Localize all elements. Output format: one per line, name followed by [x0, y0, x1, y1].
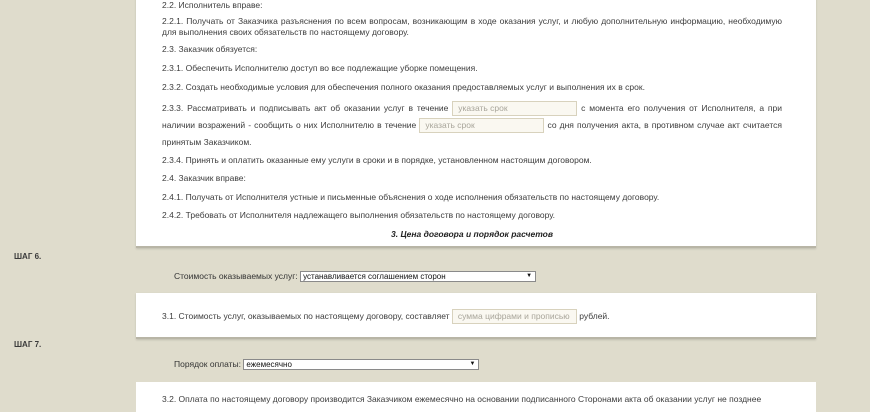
- payment-order-row: [174, 359, 479, 370]
- contract-card-section-2: [136, 0, 816, 248]
- payment-order-value: ежемесячно: [246, 360, 292, 370]
- clause-2-2: 2.2. Исполнитель вправе:: [162, 0, 263, 10]
- clause-2-3-3: [162, 100, 782, 151]
- step-6-label: ШАГ 6.: [14, 252, 42, 261]
- clause-2-3-2: 2.3.2. Создать необходимые условия для обеспечения полного оказания предоставляемых услуг и выполнения их в срок.: [162, 82, 645, 92]
- clause-2-4-2: 2.4.2. Требовать от Исполнителя надлежащего выполнения обязательств по настоящему договору.: [162, 210, 556, 220]
- clause-3-1: [162, 309, 782, 324]
- term-field-1[interactable]: указать срок: [452, 101, 577, 116]
- payment-order-select[interactable]: [243, 359, 479, 370]
- clause-2-2-1: 2.2.1. Получать от Заказчика разъяснения по всем вопросам, возникающим в ходе оказания услуг, и любую дополнительную информацию, необходимую для выполнения своих обязательств по настоящему договору.: [162, 16, 782, 37]
- clause-2-3-3-text-b: с момента его получения от Исполнителя, а при наличии возражений - сообщить о них Исполнителю в течение: [162, 103, 782, 130]
- triangle-down-icon: ▼: [526, 273, 533, 280]
- clause-3-1-text-b: рублей.: [579, 311, 610, 321]
- clause-2-3-4: 2.3.4. Принять и оплатить оказанные ему услуги в сроки и в порядке, установленном настоящим договором.: [162, 155, 592, 165]
- contract-card-3-2: [136, 382, 816, 412]
- clause-2-4-1: 2.4.1. Получать от Исполнителя устные и письменные объяснения о ходе исполнения обязательств по настоящему договору.: [162, 192, 660, 202]
- clause-2-4: 2.4. Заказчик вправе:: [162, 173, 246, 183]
- contract-card-3-1: [136, 293, 816, 339]
- clause-2-3-3-text-a: 2.3.3. Рассматривать и подписывать акт об оказании услуг в течение: [162, 103, 449, 113]
- clause-3-1-text-a: 3.1. Стоимость услуг, оказываемых по настоящему договору, составляет: [162, 311, 450, 321]
- section-3-heading: 3. Цена договора и порядок расчетов: [391, 229, 553, 239]
- service-cost-value: устанавливается соглашением сторон: [303, 272, 446, 282]
- payment-order-label: Порядок оплаты:: [174, 359, 242, 369]
- sum-field[interactable]: сумма цифрами и прописью: [452, 309, 577, 324]
- service-cost-row: [174, 271, 536, 282]
- service-cost-label: Стоимость оказываемых услуг:: [174, 271, 298, 281]
- clause-2-3: 2.3. Заказчик обязуется:: [162, 44, 258, 54]
- step-7-label: ШАГ 7.: [14, 340, 42, 349]
- clause-3-2: 3.2. Оплата по настоящему договору производится Заказчиком ежемесячно на основании подписанного Сторонами акта об оказании услуг не позднее: [162, 394, 762, 404]
- triangle-down-icon: ▼: [469, 361, 476, 368]
- clause-2-3-1: 2.3.1. Обеспечить Исполнителю доступ во все подлежащие уборке помещения.: [162, 63, 478, 73]
- term-field-2[interactable]: указать срок: [419, 118, 544, 133]
- service-cost-select[interactable]: [300, 271, 536, 282]
- clause-2-3-3-text-c: со дня получения акта, в противном случае акт считается принятым Заказчиком.: [162, 120, 782, 147]
